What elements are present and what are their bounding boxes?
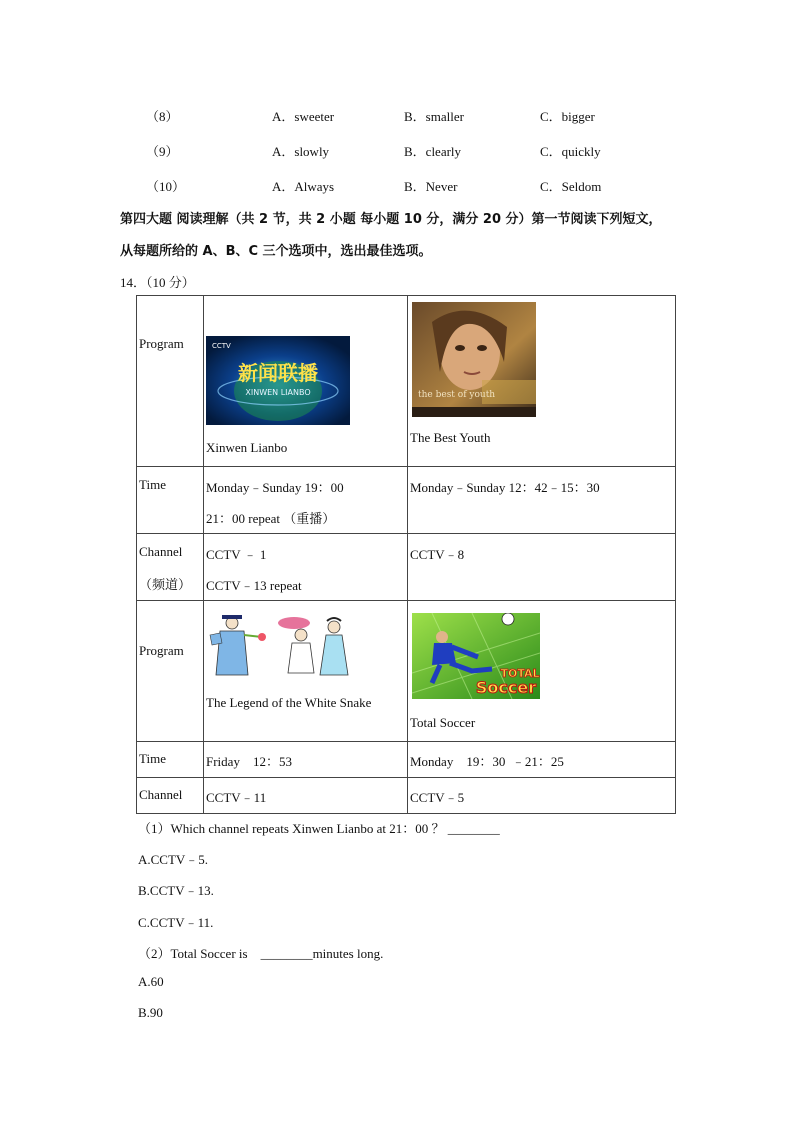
channel-cell-xinwen <box>204 534 408 601</box>
channel-cell-white-snake <box>204 778 408 814</box>
option-row-9 <box>0 141 794 161</box>
program-name-best-youth: The Best Youth <box>410 430 491 445</box>
channel-cell-total-soccer <box>408 778 676 814</box>
time-cell-white-snake <box>204 742 408 778</box>
question-number: （9） <box>146 144 179 159</box>
label-program: Program <box>139 643 184 658</box>
table-row <box>137 534 676 601</box>
time-cell-xinwen <box>204 467 408 534</box>
row-label-cell <box>137 601 204 742</box>
option-b: B．clearly <box>404 144 462 159</box>
time-white-snake: Friday 12：53 <box>206 754 292 769</box>
option-c: C．quickly <box>540 144 601 159</box>
label-program: Program <box>139 336 184 351</box>
program-name-xinwen: Xinwen Lianbo <box>206 440 288 455</box>
time-xinwen-line2: 21：00 repeat （重播） <box>206 511 336 526</box>
row-label-cell <box>137 534 204 601</box>
section-title-line2: 从每题所给的 A、B、C 三个选项中，选出最佳选项。 <box>120 244 432 259</box>
option-row-10 <box>0 176 794 196</box>
white-snake-illustration <box>206 613 356 681</box>
option-c: C．Seldom <box>540 179 602 194</box>
channel-white-snake: CCTV﹣11 <box>206 790 267 805</box>
question-1-option-c: C.CCTV﹣11. <box>138 915 214 930</box>
option-a: A．sweeter <box>272 109 335 124</box>
question-number: （10） <box>146 179 186 194</box>
option-b: B．Never <box>404 179 458 194</box>
svg-text:新闻联播: 新闻联播 <box>238 361 318 385</box>
table-row <box>137 778 676 814</box>
program-cell-white-snake <box>204 601 408 742</box>
program-name-total-soccer: Total Soccer <box>410 715 476 730</box>
program-cell-xinwen <box>204 296 408 467</box>
option-c: C．bigger <box>540 109 595 124</box>
channel-total-soccer: CCTV﹣5 <box>410 790 465 805</box>
label-channel: Channel <box>139 544 183 559</box>
table-row <box>137 742 676 778</box>
channel-xinwen-line2: CCTV﹣13 repeat <box>206 578 302 593</box>
channel-cell-best-youth <box>408 534 676 601</box>
total-soccer-logo-image <box>412 613 540 699</box>
question-2: （2）Total Soccer is ________minutes long. <box>138 946 384 961</box>
time-cell-total-soccer <box>408 742 676 778</box>
option-a: A．Always <box>272 179 335 194</box>
question-2-option-a: A.60 <box>138 974 164 989</box>
question-14-heading: 14．（10 分） <box>120 275 195 290</box>
label-channel-cn: （频道） <box>139 577 192 592</box>
channel-best-youth: CCTV﹣8 <box>410 547 465 562</box>
question-number: （8） <box>146 109 179 124</box>
option-a: A．slowly <box>272 144 330 159</box>
label-time: Time <box>139 751 166 766</box>
question-1: （1）Which channel repeats Xinwen Lianbo at 21：00 ？ ________ <box>138 821 500 836</box>
xinwen-lianbo-logo-image <box>206 336 350 425</box>
table-row <box>137 296 676 467</box>
channel-xinwen-line1: CCTV ﹣ 1 <box>206 547 267 562</box>
program-table <box>136 295 676 814</box>
section-title-line1: 第四大题 阅读理解（共 2 节，共 2 小题 每小题 10 分，满分 20 分）第一节阅读下列短文， <box>120 212 662 227</box>
row-label-cell <box>137 467 204 534</box>
svg-text:XINWEN LIANBO: XINWEN LIANBO <box>245 388 311 397</box>
table-row <box>137 467 676 534</box>
program-cell-best-youth <box>408 296 676 467</box>
svg-text:the best of youth: the best of youth <box>418 390 496 400</box>
time-cell-best-youth <box>408 467 676 534</box>
time-total-soccer: Monday 19：30 ﹣21：25 <box>410 754 564 769</box>
best-youth-poster-image <box>412 302 536 417</box>
time-xinwen-line1: Monday﹣Sunday 19：00 <box>206 480 344 495</box>
program-cell-total-soccer <box>408 601 676 742</box>
row-label-cell <box>137 742 204 778</box>
time-best-youth: Monday﹣Sunday 12：42﹣15：30 <box>410 480 600 495</box>
question-1-option-b: B.CCTV﹣13. <box>138 883 214 898</box>
svg-text:TOTAL: TOTAL <box>500 667 540 680</box>
svg-text:CCTV: CCTV <box>212 342 231 350</box>
program-name-white-snake: The Legend of the White Snake <box>206 695 372 710</box>
option-b: B．smaller <box>404 109 464 124</box>
question-1-option-a: A.CCTV﹣5. <box>138 852 209 867</box>
label-time: Time <box>139 477 166 492</box>
option-row-8 <box>0 106 794 126</box>
row-label-cell <box>137 778 204 814</box>
svg-text:Soccer: Soccer <box>475 678 537 697</box>
label-channel: Channel <box>139 787 183 802</box>
table-row <box>137 601 676 742</box>
question-2-option-b: B.90 <box>138 1005 163 1020</box>
row-label-cell <box>137 296 204 467</box>
